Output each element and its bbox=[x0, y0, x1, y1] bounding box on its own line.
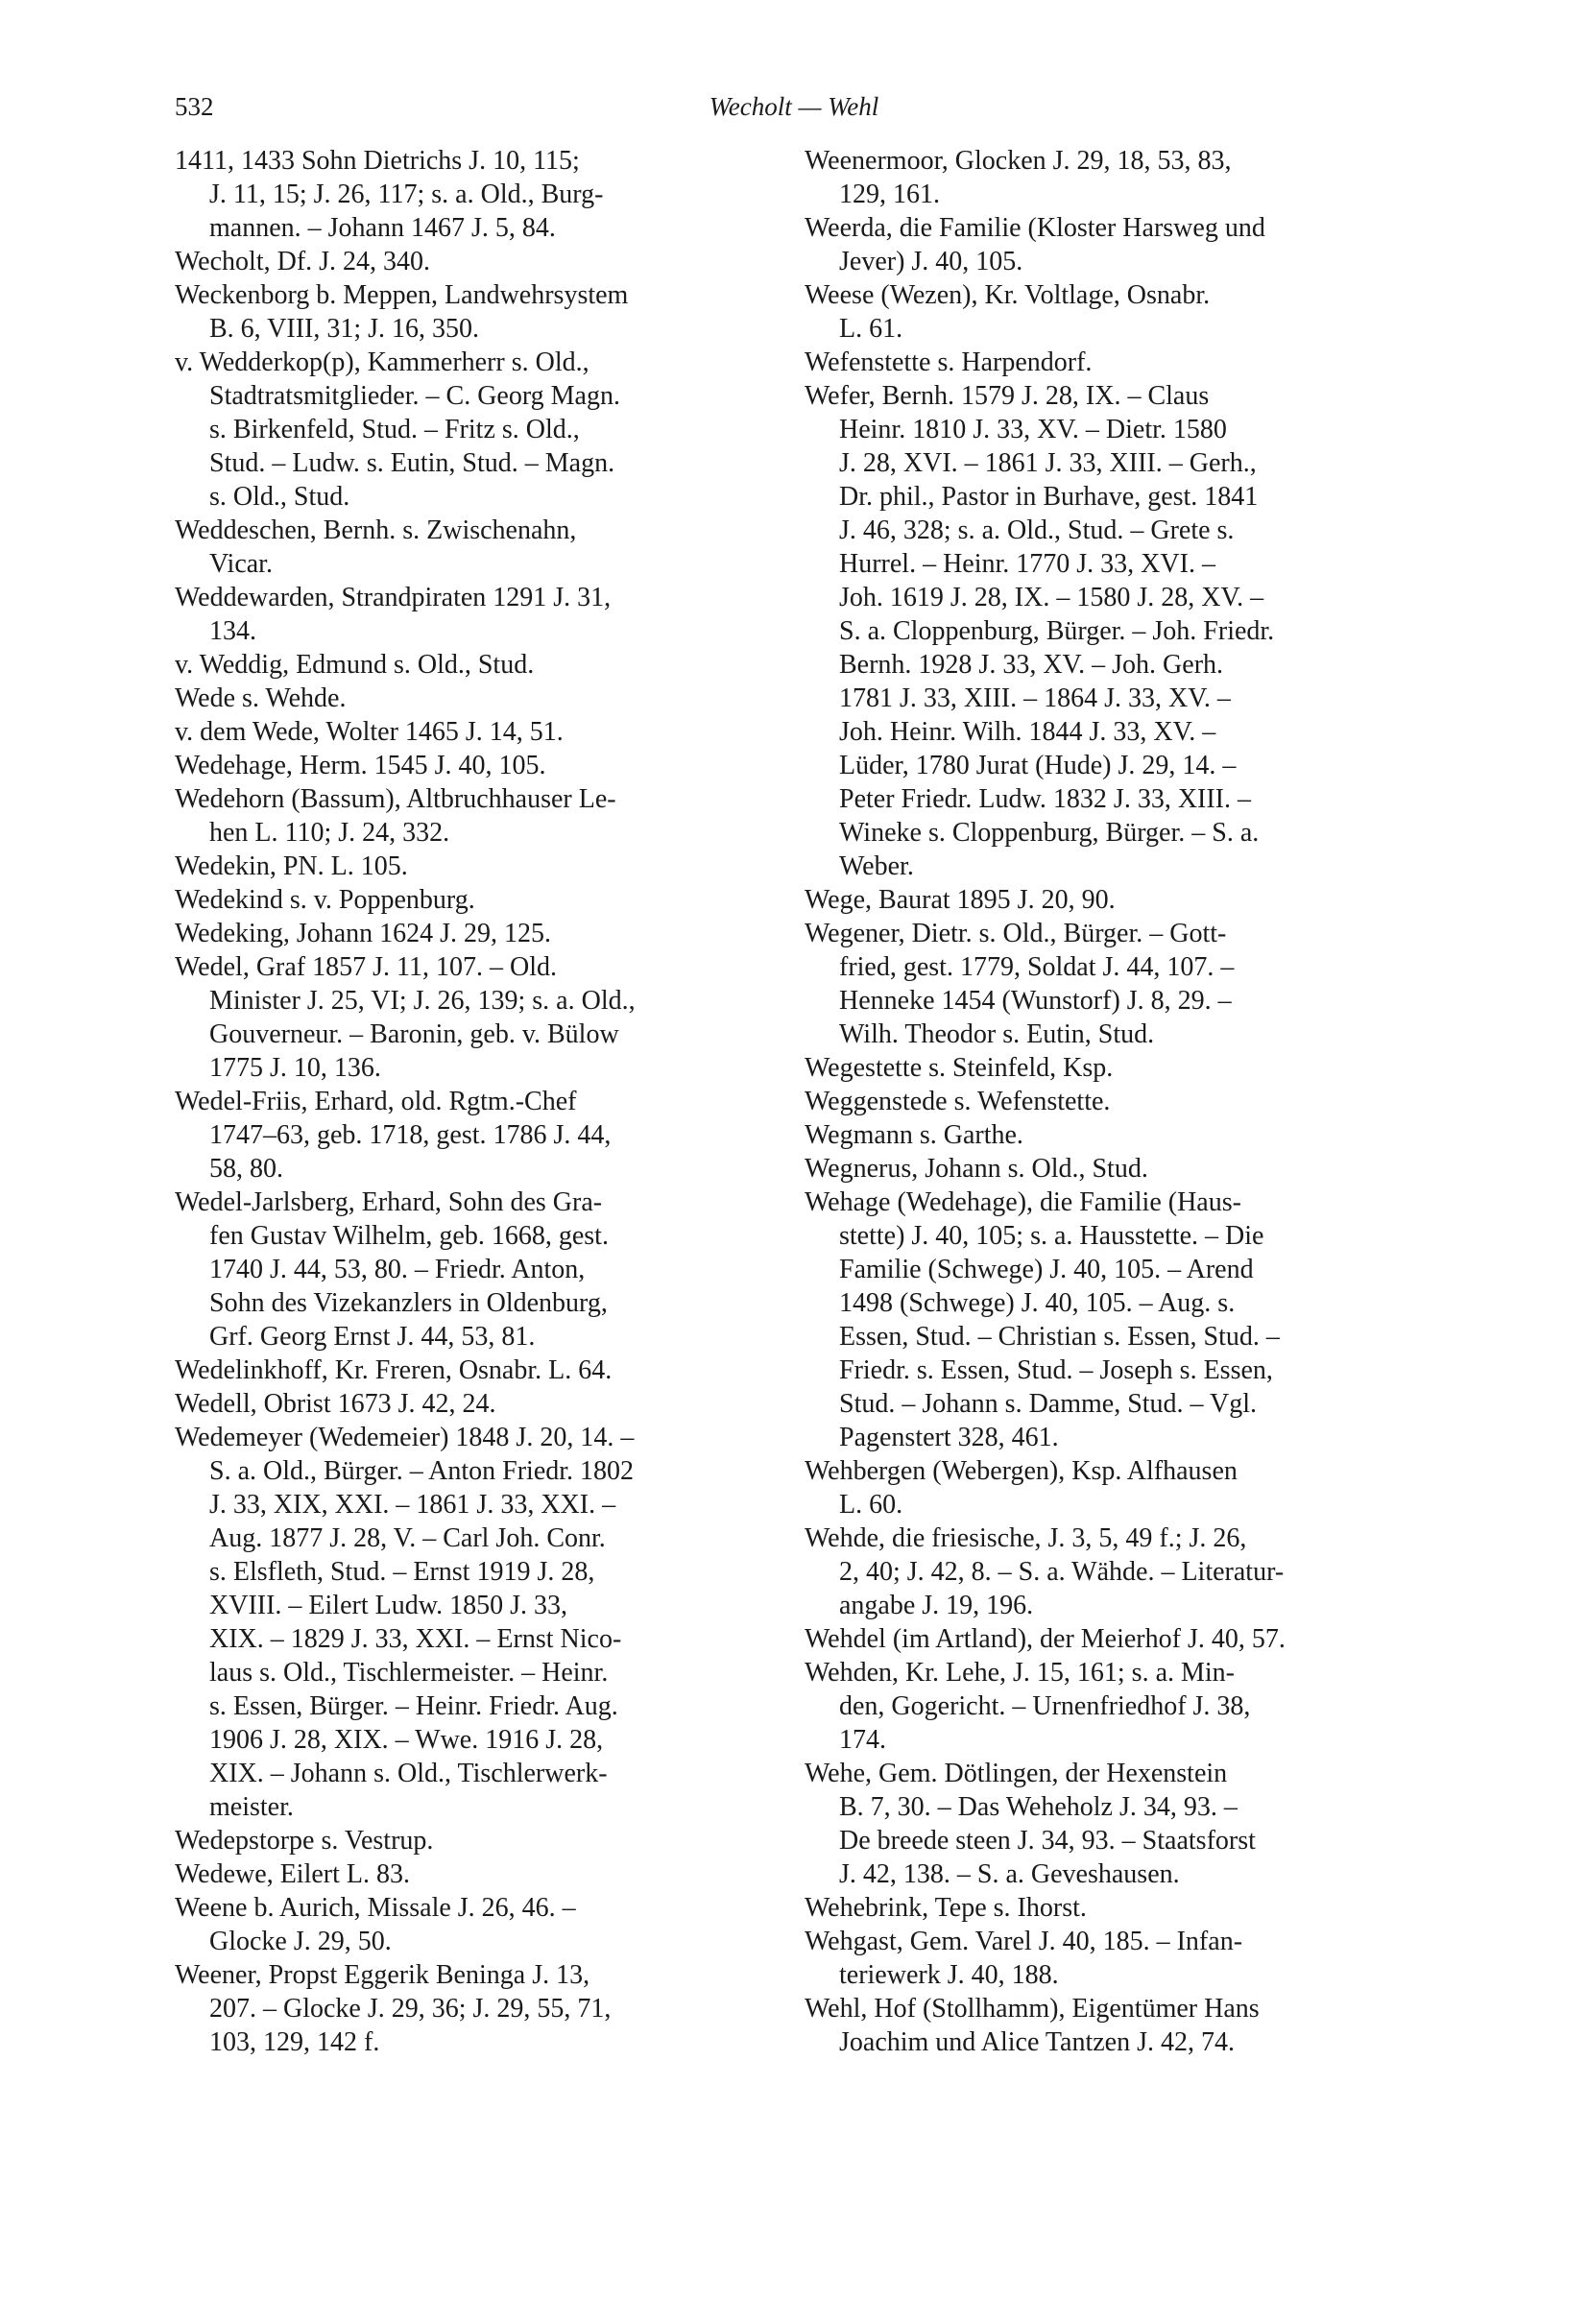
index-entry bbox=[175, 883, 785, 917]
entry-line: mannen. – Johann 1467 J. 5, 84. bbox=[209, 213, 556, 243]
index-entry bbox=[175, 850, 785, 883]
page-number: 532 bbox=[175, 92, 214, 121]
entry-line: Wede s. Wehde. bbox=[175, 683, 347, 713]
entry-line: Wedeking, Johann 1624 J. 29, 125. bbox=[175, 919, 552, 948]
entry-line: L. 61. bbox=[839, 314, 903, 344]
entry-line: 1740 J. 44, 53, 80. – Friedr. Anton, bbox=[209, 1255, 586, 1284]
entry-line: Wilh. Theodor s. Eutin, Stud. bbox=[839, 1019, 1155, 1049]
entry-line: Essen, Stud. – Christian s. Essen, Stud. – bbox=[839, 1322, 1280, 1352]
entry-line: Wehde, die friesische, J. 3, 5, 49 f.; J. 26, bbox=[805, 1523, 1247, 1553]
index-entry bbox=[175, 648, 785, 682]
entry-line: Wegmann s. Garthe. bbox=[805, 1120, 1023, 1150]
entry-line: Weckenborg b. Meppen, Landwehrsystem bbox=[175, 280, 629, 310]
entry-line: B. 6, VIII, 31; J. 16, 350. bbox=[209, 314, 480, 344]
entry-line: Joachim und Alice Tantzen J. 42, 74. bbox=[839, 2027, 1236, 2057]
entry-line: Bernh. 1928 J. 33, XV. – Joh. Gerh. bbox=[839, 650, 1224, 680]
entry-line: Wedemeyer (Wedemeier) 1848 J. 20, 14. – bbox=[175, 1423, 635, 1452]
index-entry bbox=[805, 1891, 1415, 1925]
running-head bbox=[175, 92, 1413, 131]
entry-line: Stud. – Johann s. Damme, Stud. – Vgl. bbox=[839, 1389, 1258, 1419]
index-entry bbox=[175, 144, 785, 245]
entry-line: Stadtratsmitglieder. – C. Georg Magn. bbox=[209, 381, 620, 411]
entry-line: Lüder, 1780 Jurat (Hude) J. 29, 14. – bbox=[839, 751, 1237, 780]
entry-line: B. 7, 30. – Das Weheholz J. 34, 93. – bbox=[839, 1792, 1238, 1822]
entry-line: De breede steen J. 34, 93. – Staatsforst bbox=[839, 1826, 1256, 1856]
entry-line: s. Essen, Bürger. – Heinr. Friedr. Aug. bbox=[209, 1691, 618, 1721]
entry-line: fried, gest. 1779, Soldat J. 44, 107. – bbox=[839, 952, 1235, 982]
entry-line: J. 46, 328; s. a. Old., Stud. – Grete s. bbox=[839, 515, 1235, 545]
page-title: Wecholt — Wehl bbox=[709, 92, 879, 121]
index-entry bbox=[175, 514, 785, 581]
entry-line: meister. bbox=[209, 1792, 294, 1822]
entry-line: Dr. phil., Pastor in Burhave, gest. 1841 bbox=[839, 482, 1259, 512]
index-entry bbox=[805, 1656, 1415, 1757]
right-column bbox=[805, 144, 1415, 2059]
index-entry bbox=[175, 1421, 785, 1824]
entry-line: 1411, 1433 Sohn Dietrichs J. 10, 115; bbox=[175, 146, 580, 176]
index-entry bbox=[805, 278, 1415, 346]
entry-line: s. Birkenfeld, Stud. – Fritz s. Old., bbox=[209, 415, 580, 444]
entry-line: Weddeschen, Bernh. s. Zwischenahn, bbox=[175, 515, 577, 545]
entry-line: Wedehorn (Bassum), Altbruchhauser Le- bbox=[175, 784, 616, 814]
entry-line: J. 28, XVI. – 1861 J. 33, XIII. – Gerh., bbox=[839, 448, 1257, 478]
index-entry bbox=[805, 917, 1415, 1051]
entry-line: v. Wedderkop(p), Kammerherr s. Old., bbox=[175, 347, 589, 377]
entry-line: Minister J. 25, VI; J. 26, 139; s. a. Old., bbox=[209, 986, 636, 1016]
entry-line: Wedepstorpe s. Vestrup. bbox=[175, 1826, 434, 1856]
entry-line: Wedel-Friis, Erhard, old. Rgtm.-Chef bbox=[175, 1087, 577, 1116]
index-entry bbox=[175, 1958, 785, 2059]
entry-line: 58, 80. bbox=[209, 1154, 283, 1184]
entry-line: J. 42, 138. – S. a. Geveshausen. bbox=[839, 1859, 1180, 1889]
entry-line: Wehl, Hof (Stollhamm), Eigentümer Hans bbox=[805, 1994, 1260, 2024]
entry-line: J. 11, 15; J. 26, 117; s. a. Old., Burg- bbox=[209, 180, 604, 209]
entry-line: XIX. – Johann s. Old., Tischlerwerk- bbox=[209, 1759, 608, 1788]
entry-line: Weber. bbox=[839, 851, 914, 881]
entry-line: 2, 40; J. 42, 8. – S. a. Wähde. – Literatur- bbox=[839, 1557, 1285, 1587]
index-entry bbox=[175, 782, 785, 850]
index-entry bbox=[175, 715, 785, 749]
entry-line: 1498 (Schwege) J. 40, 105. – Aug. s. bbox=[839, 1288, 1236, 1318]
entry-line: Joh. Heinr. Wilh. 1844 J. 33, XV. – bbox=[839, 717, 1216, 747]
index-entry bbox=[805, 346, 1415, 379]
entry-line: S. a. Cloppenburg, Bürger. – Joh. Friedr. bbox=[839, 616, 1275, 646]
index-entry bbox=[805, 1454, 1415, 1521]
entry-line: Wehe, Gem. Dötlingen, der Hexenstein bbox=[805, 1759, 1228, 1788]
index-entry bbox=[175, 1891, 785, 1958]
entry-line: Weener, Propst Eggerik Beninga J. 13, bbox=[175, 1960, 590, 1990]
entry-line: 103, 129, 142 f. bbox=[209, 2027, 380, 2057]
entry-line: v. dem Wede, Wolter 1465 J. 14, 51. bbox=[175, 717, 564, 747]
entry-line: Wehgast, Gem. Varel J. 40, 185. – Infan- bbox=[805, 1927, 1243, 1956]
index-entry bbox=[175, 278, 785, 346]
entry-line: Familie (Schwege) J. 40, 105. – Arend bbox=[839, 1255, 1254, 1284]
entry-line: Grf. Georg Ernst J. 44, 53, 81. bbox=[209, 1322, 536, 1352]
entry-line: 1775 J. 10, 136. bbox=[209, 1053, 381, 1083]
entry-line: Wedekind s. v. Poppenburg. bbox=[175, 885, 475, 915]
entry-line: Weddewarden, Strandpiraten 1291 J. 31, bbox=[175, 583, 612, 612]
index-entry bbox=[175, 917, 785, 950]
index-entry bbox=[175, 682, 785, 715]
entry-line: hen L. 110; J. 24, 332. bbox=[209, 818, 450, 848]
entry-line: teriewerk J. 40, 188. bbox=[839, 1960, 1059, 1990]
entry-line: Pagenstert 328, 461. bbox=[839, 1423, 1059, 1452]
index-entry bbox=[175, 1387, 785, 1421]
index-entry bbox=[175, 1857, 785, 1891]
index-entry bbox=[175, 346, 785, 514]
entry-line: Weerda, die Familie (Kloster Harsweg und bbox=[805, 213, 1265, 243]
entry-line: J. 33, XIX, XXI. – 1861 J. 33, XXI. – bbox=[209, 1490, 616, 1520]
entry-line: Wegnerus, Johann s. Old., Stud. bbox=[805, 1154, 1148, 1184]
entry-line: Wedewe, Eilert L. 83. bbox=[175, 1859, 410, 1889]
entry-line: 134. bbox=[209, 616, 256, 646]
entry-line: Wegestette s. Steinfeld, Ksp. bbox=[805, 1053, 1114, 1083]
entry-line: Wedel-Jarlsberg, Erhard, Sohn des Gra- bbox=[175, 1187, 603, 1217]
index-entry bbox=[175, 581, 785, 648]
index-entry bbox=[805, 211, 1415, 278]
index-entry bbox=[805, 1622, 1415, 1656]
entry-line: Weggenstede s. Wefenstette. bbox=[805, 1087, 1111, 1116]
entry-line: Heinr. 1810 J. 33, XV. – Dietr. 1580 bbox=[839, 415, 1227, 444]
index-entry bbox=[805, 1051, 1415, 1085]
left-column bbox=[175, 144, 785, 2059]
entry-line: Henneke 1454 (Wunstorf) J. 8, 29. – bbox=[839, 986, 1232, 1016]
entry-line: Friedr. s. Essen, Stud. – Joseph s. Essen, bbox=[839, 1355, 1273, 1385]
entry-line: s. Old., Stud. bbox=[209, 482, 350, 512]
entry-line: Wehbergen (Webergen), Ksp. Alfhausen bbox=[805, 1456, 1238, 1486]
index-entry bbox=[805, 1992, 1415, 2059]
index-entry bbox=[805, 1152, 1415, 1186]
index-entry bbox=[805, 379, 1415, 883]
entry-line: fen Gustav Wilhelm, geb. 1668, gest. bbox=[209, 1221, 609, 1251]
index-entry bbox=[175, 245, 785, 278]
index-entry bbox=[805, 1521, 1415, 1622]
entry-line: Weenermoor, Glocken J. 29, 18, 53, 83, bbox=[805, 146, 1232, 176]
entry-line: 129, 161. bbox=[839, 180, 940, 209]
entry-line: Wineke s. Cloppenburg, Bürger. – S. a. bbox=[839, 818, 1260, 848]
entry-line: Hurrel. – Heinr. 1770 J. 33, XVI. – bbox=[839, 549, 1215, 579]
entry-line: Wedelinkhoff, Kr. Freren, Osnabr. L. 64. bbox=[175, 1355, 613, 1385]
entry-line: v. Weddig, Edmund s. Old., Stud. bbox=[175, 650, 535, 680]
entry-line: den, Gogericht. – Urnenfriedhof J. 38, bbox=[839, 1691, 1251, 1721]
entry-line: Gouverneur. – Baronin, geb. v. Bülow bbox=[209, 1019, 619, 1049]
entry-line: Wedehage, Herm. 1545 J. 40, 105. bbox=[175, 751, 546, 780]
entry-line: S. a. Old., Bürger. – Anton Friedr. 1802 bbox=[209, 1456, 635, 1486]
entry-line: Wecholt, Df. J. 24, 340. bbox=[175, 247, 431, 276]
index-entry bbox=[805, 1186, 1415, 1454]
index-entry bbox=[175, 1085, 785, 1186]
index-entry bbox=[805, 1925, 1415, 1992]
entry-line: Jever) J. 40, 105. bbox=[839, 247, 1023, 276]
entry-line: laus s. Old., Tischlermeister. – Heinr. bbox=[209, 1658, 609, 1688]
entry-line: Joh. 1619 J. 28, IX. – 1580 J. 28, XV. – bbox=[839, 583, 1264, 612]
entry-line: XVIII. – Eilert Ludw. 1850 J. 33, bbox=[209, 1591, 568, 1620]
entry-line: Wegener, Dietr. s. Old., Bürger. – Gott- bbox=[805, 919, 1227, 948]
entry-line: Wefenstette s. Harpendorf. bbox=[805, 347, 1093, 377]
entry-line: stette) J. 40, 105; s. a. Hausstette. – Die bbox=[839, 1221, 1264, 1251]
entry-line: Wehden, Kr. Lehe, J. 15, 161; s. a. Min- bbox=[805, 1658, 1235, 1688]
entry-line: Wedel, Graf 1857 J. 11, 107. – Old. bbox=[175, 952, 557, 982]
entry-line: Wefer, Bernh. 1579 J. 28, IX. – Claus bbox=[805, 381, 1210, 411]
entry-line: XIX. – 1829 J. 33, XXI. – Ernst Nico- bbox=[209, 1624, 622, 1654]
index-entry bbox=[175, 749, 785, 782]
entry-line: Weese (Wezen), Kr. Voltlage, Osnabr. bbox=[805, 280, 1211, 310]
entry-line: Weene b. Aurich, Missale J. 26, 46. – bbox=[175, 1893, 576, 1923]
index-entry bbox=[175, 950, 785, 1085]
index-entry bbox=[805, 1757, 1415, 1891]
entry-line: Stud. – Ludw. s. Eutin, Stud. – Magn. bbox=[209, 448, 615, 478]
entry-line: Wehage (Wedehage), die Familie (Haus- bbox=[805, 1187, 1241, 1217]
index-entry bbox=[805, 1118, 1415, 1152]
entry-line: 1906 J. 28, XIX. – Wwe. 1916 J. 28, bbox=[209, 1725, 604, 1755]
entry-line: Wedekin, PN. L. 105. bbox=[175, 851, 408, 881]
entry-line: s. Elsfleth, Stud. – Ernst 1919 J. 28, bbox=[209, 1557, 595, 1587]
index-entry bbox=[805, 144, 1415, 211]
entry-line: Sohn des Vizekanzlers in Oldenburg, bbox=[209, 1288, 608, 1318]
entry-line: 207. – Glocke J. 29, 36; J. 29, 55, 71, bbox=[209, 1994, 612, 2024]
entry-line: Aug. 1877 J. 28, V. – Carl Joh. Conr. bbox=[209, 1523, 606, 1553]
index-entry bbox=[175, 1824, 785, 1857]
entry-line: Wege, Baurat 1895 J. 20, 90. bbox=[805, 885, 1116, 915]
entry-line: L. 60. bbox=[839, 1490, 903, 1520]
entry-line: angabe J. 19, 196. bbox=[839, 1591, 1034, 1620]
index-entry bbox=[805, 1085, 1415, 1118]
entry-line: Wehebrink, Tepe s. Ihorst. bbox=[805, 1893, 1087, 1923]
entry-line: Wedell, Obrist 1673 J. 42, 24. bbox=[175, 1389, 496, 1419]
index-entry bbox=[175, 1354, 785, 1387]
entry-line: Vicar. bbox=[209, 549, 273, 579]
index-entry bbox=[175, 1186, 785, 1354]
entry-line: Peter Friedr. Ludw. 1832 J. 33, XIII. – bbox=[839, 784, 1252, 814]
entry-line: 1747–63, geb. 1718, gest. 1786 J. 44, bbox=[209, 1120, 612, 1150]
index-entry bbox=[805, 883, 1415, 917]
entry-line: 174. bbox=[839, 1725, 886, 1755]
entry-line: Wehdel (im Artland), der Meierhof J. 40, 57. bbox=[805, 1624, 1286, 1654]
entry-line: 1781 J. 33, XIII. – 1864 J. 33, XV. – bbox=[839, 683, 1231, 713]
entry-line: Glocke J. 29, 50. bbox=[209, 1927, 392, 1956]
